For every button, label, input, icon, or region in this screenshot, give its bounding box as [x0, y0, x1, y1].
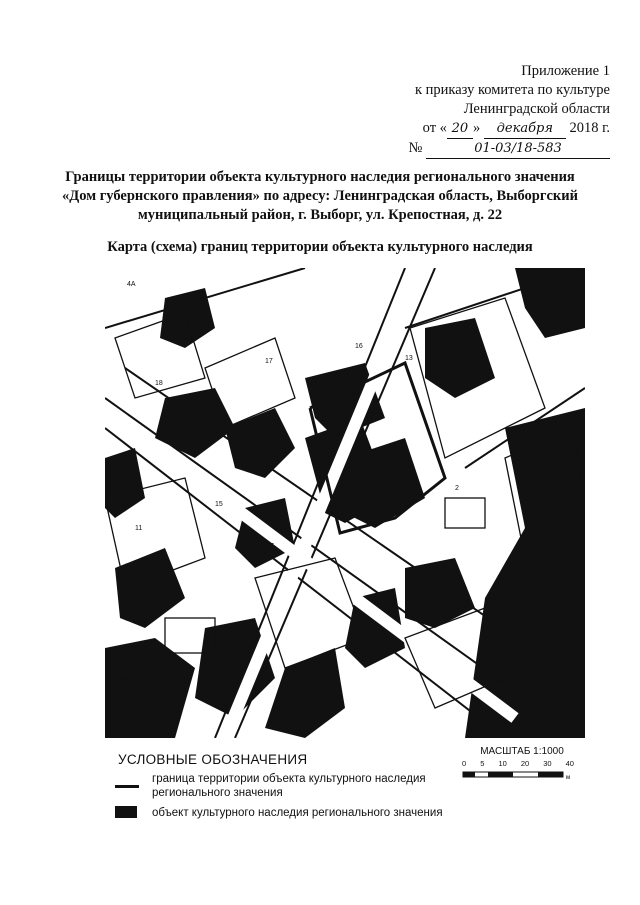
label-15a: 15А	[113, 675, 126, 682]
label-20: 20	[209, 401, 217, 408]
document-title	[40, 168, 600, 225]
appendix-number	[310, 139, 610, 159]
scale-bar-graphic	[462, 771, 574, 781]
label-7b: 7	[153, 713, 157, 720]
scale-tick: 20	[520, 759, 530, 768]
scale-tick: 10	[498, 759, 507, 768]
date-year: 2018 г.	[569, 120, 610, 136]
label-15: 15	[175, 323, 183, 330]
label-11a: 11	[135, 525, 143, 532]
date-prefix: от «	[422, 120, 447, 136]
title-line2: «Дом губернского правления» по адресу: Ленинградская область, Выборгский	[62, 188, 578, 204]
appendix-line3: Ленинградской области	[463, 101, 610, 117]
label-13: 13	[405, 355, 413, 362]
label-16: 16	[355, 343, 363, 350]
scale-label: МАСШТАБ 1:1000	[480, 746, 564, 757]
scale-tick: 5	[480, 759, 485, 768]
site-map	[105, 268, 585, 738]
appendix-line1: Приложение 1	[521, 63, 610, 79]
date-mid: »	[472, 120, 481, 136]
legend-boundary-line2: регионального значения	[152, 787, 283, 799]
number-value: 01-03/18-583	[426, 139, 610, 159]
appendix-line2: к приказу комитета по культуре	[414, 82, 610, 98]
scale-tick: 40	[565, 759, 574, 768]
label-17a: 17	[462, 323, 470, 330]
number-prefix: №	[408, 140, 423, 156]
appendix-block	[310, 62, 610, 159]
label-11b: 11	[117, 683, 125, 690]
label-17b: 17	[265, 358, 273, 365]
legend-object-symbol	[115, 806, 137, 818]
scale-bar-block	[462, 746, 582, 786]
scale-tick: 30	[543, 759, 552, 768]
label-7a: 7	[270, 543, 274, 550]
scale-tick: 0	[462, 759, 467, 768]
label-4a: 4А	[127, 281, 136, 288]
label-22: 22	[330, 511, 338, 518]
scale-unit: м	[566, 775, 571, 781]
label-18: 18	[155, 380, 163, 387]
legend-title: УСЛОВНЫЕ ОБОЗНАЧЕНИЯ	[118, 752, 308, 767]
legend-object-label: объект культурного наследия регионального значения	[152, 807, 443, 819]
scale-ticks	[462, 759, 574, 768]
title-line1: Границы территории объекта культурного наследия регионального значения	[65, 169, 575, 185]
title-line3: муниципальный район, г. Выборг, ул. Крепостная, д. 22	[137, 207, 503, 223]
label-22a: 22А	[392, 481, 405, 488]
appendix-date	[310, 119, 610, 139]
date-day: 20	[447, 119, 473, 139]
date-month: декабря	[484, 119, 566, 139]
label-2: 2	[455, 485, 459, 492]
legend-boundary-label	[152, 772, 426, 800]
map-subtitle: Карта (схема) границ территории объекта культурного наследия	[107, 239, 533, 255]
legend-boundary-symbol	[115, 785, 139, 788]
legend-boundary-line1: граница территории объекта культурного наследия	[152, 773, 426, 785]
label-15b: 15	[215, 501, 223, 508]
